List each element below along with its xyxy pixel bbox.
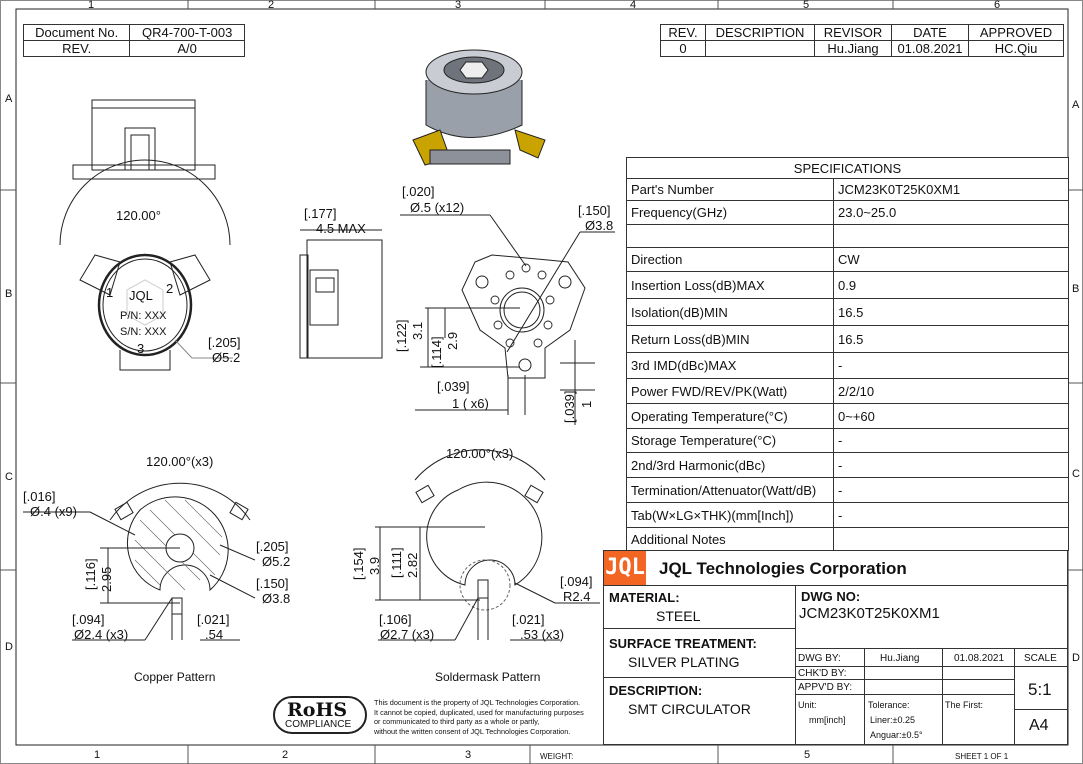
- spec-row: [627, 201, 1069, 225]
- spec-value: JCM23K0T25K0XM1: [834, 179, 1069, 201]
- col-label: 2: [268, 0, 275, 11]
- spec-label: Additional Notes: [627, 528, 834, 551]
- document-table: [23, 24, 245, 57]
- dim-inch: [.039]: [437, 379, 470, 394]
- specifications-table: [626, 157, 1069, 551]
- rev-cell: 0: [661, 41, 706, 57]
- dim-mm: 3.9: [367, 556, 382, 575]
- dim-mm: 1 ( x6): [452, 396, 489, 411]
- spec-label: 3rd IMD(dBc)MAX: [627, 353, 834, 379]
- spec-value: 16.5: [834, 326, 1069, 353]
- rev-cell: Hu.Jiang: [815, 41, 892, 57]
- description-value: SMT CIRCULATOR: [628, 701, 751, 717]
- company-logo: JQL: [604, 551, 646, 585]
- dwg-date: 01.08.2021: [954, 653, 1005, 664]
- unit-value: mm[inch]: [809, 715, 846, 725]
- dim-mm: 2.95: [99, 566, 114, 592]
- rev-header: REV.: [661, 25, 706, 41]
- spec-row: [627, 299, 1069, 326]
- dim-mm: Ø2.7 (x3): [380, 627, 435, 642]
- property-notice: [374, 698, 584, 736]
- dim-inch: [.150]: [578, 203, 611, 218]
- spec-row: [627, 404, 1069, 429]
- dwg-no-label: DWG NO:: [801, 589, 861, 604]
- description-label: DESCRIPTION:: [609, 683, 703, 698]
- spec-row: [627, 326, 1069, 353]
- copper-pattern-caption: Copper Pattern: [134, 670, 216, 684]
- brand-mark: JQL: [129, 288, 153, 303]
- side-view: [300, 230, 382, 358]
- spec-row: [627, 478, 1069, 503]
- spec-label: 2nd/3rd Harmonic(dBc): [627, 453, 834, 478]
- rev-cell: 01.08.2021: [892, 41, 969, 57]
- spec-value: [834, 528, 1069, 551]
- sheet-label: SHEET 1 OF 1: [955, 752, 1009, 761]
- dim-inch: [.177]: [304, 206, 337, 221]
- spec-row: [627, 429, 1069, 453]
- soldermask-pattern-caption: Soldermask Pattern: [435, 670, 541, 684]
- spec-value: 16.5: [834, 299, 1069, 326]
- bottom-view: [400, 215, 615, 425]
- spec-label: Insertion Loss(dB)MAX: [627, 272, 834, 299]
- unit-label: Unit:: [798, 700, 817, 710]
- dwg-no-value: JCM23K0T25K0XM1: [799, 605, 940, 622]
- first-angle-label: The First:: [945, 700, 984, 710]
- spec-label: Frequency(GHz): [627, 201, 834, 225]
- dwg-by-value: Hu.Jiang: [880, 653, 920, 664]
- rohs-subtitle: COMPLIANCE: [285, 719, 352, 730]
- col-label: 5: [803, 0, 810, 11]
- spec-label: [627, 225, 834, 248]
- dim-mm: Ø5.2: [262, 554, 291, 569]
- dim-mm: 4.5 MAX: [316, 221, 366, 236]
- rev-header: REVISOR: [815, 25, 892, 41]
- rev-label: REV.: [24, 41, 130, 57]
- serial-number-mark: S/N: XXX: [120, 326, 167, 338]
- material-label: MATERIAL:: [609, 590, 680, 605]
- dim-mm: Ø.5 (x12): [410, 200, 465, 215]
- dwg-by-label: DWG BY:: [798, 653, 841, 664]
- dim-inch: [.154]: [351, 547, 366, 580]
- dim-mm: 1: [579, 400, 594, 408]
- chkd-by-label: CHK'D BY:: [798, 668, 847, 679]
- col-label: 3: [465, 749, 472, 761]
- dim-mm: .54: [205, 627, 224, 642]
- dim-mm: Ø.4 (x9): [30, 504, 77, 519]
- angle-dim: 120.00°(x3): [146, 454, 214, 469]
- row-label: B: [1072, 283, 1080, 295]
- sheet-size: A4: [1029, 717, 1049, 734]
- spec-label: Power FWD/REV/PK(Watt): [627, 379, 834, 404]
- dim-inch: [.016]: [23, 489, 56, 504]
- dim-inch: [.021]: [512, 612, 545, 627]
- rev-cell: [706, 41, 815, 57]
- dim-mm: Ø3.8: [585, 218, 614, 233]
- dim-inch: [.021]: [197, 612, 230, 627]
- dim-inch: [.094]: [72, 612, 105, 627]
- revision-table: [660, 24, 1064, 57]
- rev-cell: HC.Qiu: [969, 41, 1064, 57]
- weight-label: WEIGHT:: [540, 752, 574, 761]
- notice-line: It cannot be copied, duplicated, used for manufacturing purposes: [374, 707, 584, 717]
- tolerance-label: Tolerance:: [868, 700, 910, 710]
- company-name: JQL Technologies Corporation: [659, 559, 907, 578]
- spec-value: -: [834, 353, 1069, 379]
- rev: A/0: [130, 41, 245, 57]
- spec-label: Part's Number: [627, 179, 834, 201]
- spec-row: [627, 353, 1069, 379]
- spec-value: CW: [834, 248, 1069, 272]
- title-block: [603, 550, 1068, 745]
- notice-line: This document is the property of JQL Technologies Corporation.: [374, 698, 581, 707]
- rohs-title: RoHS: [287, 699, 348, 721]
- dim-inch: [.039]: [562, 390, 577, 423]
- doc-no-label: Document No.: [24, 25, 130, 41]
- angle-dim: 120.00°: [116, 208, 161, 223]
- dim-inch: [.111]: [389, 547, 404, 578]
- spec-row: [627, 248, 1069, 272]
- row-label: D: [5, 641, 13, 653]
- spec-row: [627, 379, 1069, 404]
- row-label: D: [1072, 652, 1080, 664]
- front-view: [73, 100, 215, 179]
- port-label: 3: [137, 341, 145, 356]
- dim-mm: 3.1: [410, 321, 425, 340]
- dim-inch: [.106]: [379, 612, 412, 627]
- dim-inch: [.150]: [256, 576, 289, 591]
- col-label: 6: [994, 0, 1001, 11]
- spec-label: Isolation(dB)MIN: [627, 299, 834, 326]
- dim-inch: [.094]: [560, 574, 593, 589]
- spec-value: 23.0~25.0: [834, 201, 1069, 225]
- spec-value: -: [834, 453, 1069, 478]
- row-label: C: [1072, 468, 1080, 480]
- rev-header: APPROVED: [969, 25, 1064, 41]
- dim-mm: R2.4: [563, 589, 591, 604]
- dim-mm: Ø5.2: [212, 350, 241, 365]
- spec-value: 2/2/10: [834, 379, 1069, 404]
- dim-inch: [.205]: [256, 539, 289, 554]
- port-label: 2: [166, 281, 174, 296]
- scale-label: SCALE: [1024, 653, 1057, 664]
- scale-value: 5:1: [1028, 680, 1052, 699]
- spec-label: Tab(W×LG×THK)(mm[Inch]): [627, 503, 834, 528]
- specifications-title: SPECIFICATIONS: [627, 158, 1069, 179]
- col-label: 5: [804, 749, 811, 761]
- spec-label: Termination/Attenuator(Watt/dB): [627, 478, 834, 503]
- col-label: 4: [630, 0, 637, 11]
- dim-inch: [.116]: [83, 558, 98, 590]
- spec-value: 0~+60: [834, 404, 1069, 429]
- row-label: A: [1072, 99, 1080, 111]
- spec-value: 0.9: [834, 272, 1069, 299]
- spec-row: [627, 272, 1069, 299]
- doc-no: QR4-700-T-003: [130, 25, 245, 41]
- dim-mm: 2.82: [405, 552, 420, 578]
- dim-inch: [.114]: [429, 336, 444, 368]
- col-label: 3: [455, 0, 462, 11]
- spec-value: -: [834, 429, 1069, 453]
- rev-header: DESCRIPTION: [706, 25, 815, 41]
- surface-value: SILVER PLATING: [628, 654, 740, 670]
- spec-label: Storage Temperature(°C): [627, 429, 834, 453]
- dim-mm: Ø2.4 (x3): [74, 627, 129, 642]
- spec-row: [627, 503, 1069, 528]
- dim-mm: Ø3.8: [262, 591, 291, 606]
- col-label: 2: [282, 749, 289, 761]
- row-label: A: [5, 93, 13, 105]
- part-number-mark: P/N: XXX: [120, 310, 167, 322]
- notice-line: without the written consent of JQL Technologies Corporation.: [374, 726, 571, 736]
- dim-mm: .53 (x3): [520, 627, 565, 642]
- port-label: 1: [106, 285, 114, 300]
- material-value: STEEL: [656, 608, 701, 624]
- col-label: 1: [94, 749, 101, 761]
- row-label: C: [5, 471, 13, 483]
- spec-value: -: [834, 503, 1069, 528]
- rev-header: DATE: [892, 25, 969, 41]
- dim-inch: [.122]: [394, 319, 409, 352]
- spec-value: [834, 225, 1069, 248]
- spec-label: Operating Temperature(°C): [627, 404, 834, 429]
- angle-dim: 120.00°(x3): [446, 446, 514, 461]
- spec-value: -: [834, 478, 1069, 503]
- spec-row: [627, 179, 1069, 201]
- tolerance-linear: Liner:±0.25: [870, 715, 915, 725]
- notice-line: or communicated to third party as a whole or partly,: [374, 717, 540, 726]
- spec-row: [627, 453, 1069, 478]
- spec-row: [627, 225, 1069, 248]
- spec-label: Return Loss(dB)MIN: [627, 326, 834, 353]
- dim-inch: [.205]: [208, 335, 241, 350]
- col-label: 1: [88, 0, 95, 11]
- spec-row: [627, 528, 1069, 551]
- tolerance-angular: Anguar:±0.5°: [870, 730, 923, 740]
- row-label: B: [5, 288, 13, 300]
- company-header: [604, 551, 1067, 586]
- spec-label: Direction: [627, 248, 834, 272]
- isometric-view: [413, 50, 545, 165]
- dim-inch: [.020]: [402, 184, 435, 199]
- surface-label: SURFACE TREATMENT:: [609, 636, 757, 651]
- appvd-by-label: APPV'D BY:: [798, 682, 853, 693]
- dim-mm: 2.9: [445, 331, 460, 350]
